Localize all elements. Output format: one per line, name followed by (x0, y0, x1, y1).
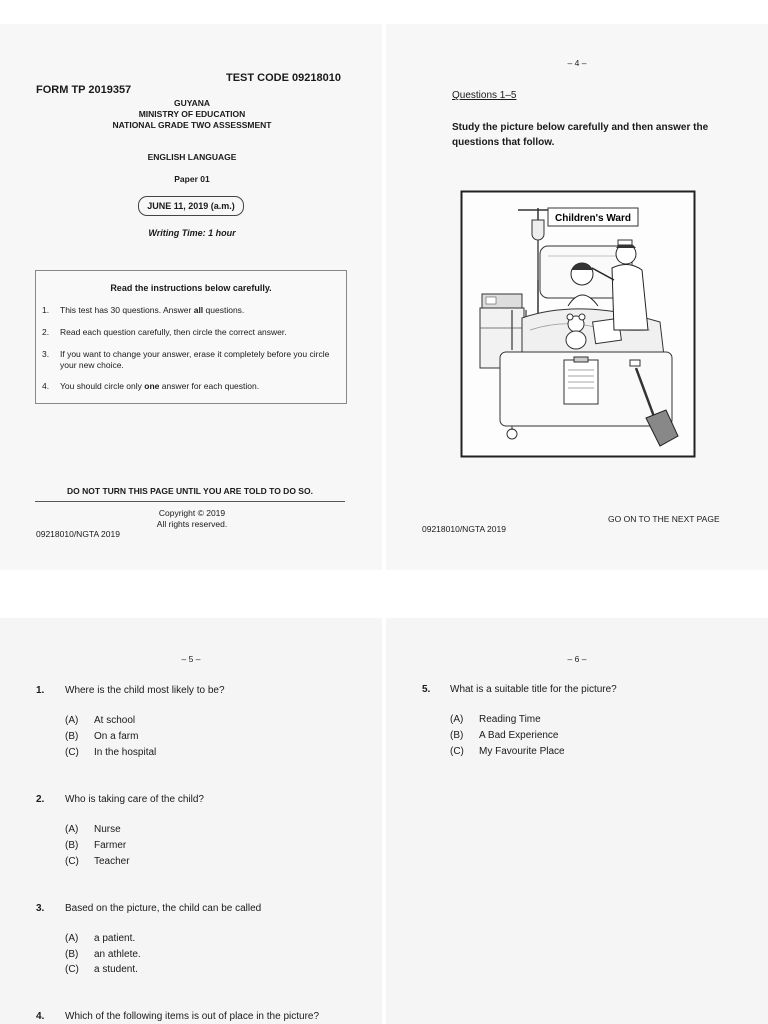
test-code: TEST CODE 09218010 (226, 72, 341, 84)
option-text[interactable]: Teacher (94, 856, 130, 867)
page-number: – 4 – (567, 58, 587, 68)
picture-instruction: Study the picture below carefully and then answer the questions that follow. (452, 122, 709, 148)
option-letter: (C) (450, 746, 464, 757)
option-letter: (C) (65, 747, 79, 758)
option-letter: (A) (450, 714, 464, 725)
question-text: Based on the picture, the child can be called (65, 903, 262, 914)
form-number: FORM TP 2019357 (36, 84, 132, 96)
option-text[interactable]: On a farm (94, 731, 139, 742)
warning-text: DO NOT TURN THIS PAGE UNTIL YOU ARE TOLD TO DO SO. (67, 486, 313, 496)
question-text: What is a suitable title for the picture? (450, 684, 617, 695)
question-number: 1. (36, 685, 45, 696)
subject: ENGLISH LANGUAGE (147, 152, 237, 162)
questions-page-5 (0, 618, 382, 1024)
option-letter: (C) (65, 964, 79, 975)
divider (35, 501, 345, 502)
page-number: – 6 – (567, 654, 587, 664)
copyright: Copyright © 2019 (158, 508, 226, 518)
svg-text:Children's Ward: Children's Ward (555, 213, 631, 224)
question-number: 4. (36, 1011, 45, 1022)
option-letter: (B) (65, 840, 79, 851)
option-text[interactable]: My Favourite Place (479, 746, 565, 757)
option-text[interactable]: At school (94, 715, 136, 726)
option-text[interactable]: Reading Time (479, 714, 541, 725)
paper-number: Paper 01 (174, 174, 210, 184)
option-text[interactable]: a student. (94, 964, 138, 975)
option-text[interactable]: a patient. (94, 933, 136, 944)
country: GUYANA (173, 98, 211, 108)
writing-time: Writing Time: 1 hour (148, 228, 236, 238)
question-number: 5. (422, 684, 431, 695)
instruction-item: 4. You should circle only one answer for each question. (42, 381, 260, 391)
option-letter: (B) (65, 731, 79, 742)
exam-date: JUNE 11, 2019 (a.m.) (138, 196, 244, 216)
question-text: Which of the following items is out of place in the picture? (65, 1011, 320, 1022)
instruction-item: 3. If you want to change your answer, erase it completely before you circle your new choice. (42, 349, 330, 370)
page-number: – 5 – (181, 654, 201, 664)
childrens-ward-sign (548, 208, 638, 226)
ministry: MINISTRY OF EDUCATION (138, 109, 246, 119)
hospital-picture (460, 190, 696, 458)
option-text[interactable]: A Bad Experience (479, 730, 559, 741)
option-text[interactable]: Farmer (94, 840, 127, 851)
picture-page (386, 24, 768, 570)
assessment-title: NATIONAL GRADE TWO ASSESSMENT (112, 120, 272, 130)
option-text[interactable]: In the hospital (94, 747, 157, 758)
instructions-title: Read the instructions below carefully. (110, 283, 272, 293)
option-text[interactable]: Nurse (94, 824, 121, 835)
rights-reserved: All rights reserved. (156, 519, 228, 529)
questions-heading: Questions 1–5 (452, 90, 517, 101)
option-letter: (B) (65, 949, 79, 960)
questions-page-6 (386, 618, 768, 1024)
cover-page (0, 24, 382, 570)
instructions-box (35, 270, 347, 404)
footer-code: 09218010/NGTA 2019 (422, 524, 506, 534)
question-text: Who is taking care of the child? (65, 794, 204, 805)
question-number: 2. (36, 794, 45, 805)
option-letter: (A) (65, 933, 79, 944)
next-page-note: GO ON TO THE NEXT PAGE (608, 514, 720, 524)
question-number: 3. (36, 903, 45, 914)
instruction-item: 2. Read each question carefully, then circle the correct answer. (42, 327, 287, 337)
option-letter: (C) (65, 856, 79, 867)
option-letter: (A) (65, 715, 79, 726)
question-text: Where is the child most likely to be? (65, 685, 225, 696)
option-text[interactable]: an athlete. (94, 949, 141, 960)
option-letter: (A) (65, 824, 79, 835)
footer-code: 09218010/NGTA 2019 (36, 529, 120, 539)
option-letter: (B) (450, 730, 464, 741)
instruction-item: 1. This test has 30 questions. Answer all questions. (42, 305, 245, 315)
